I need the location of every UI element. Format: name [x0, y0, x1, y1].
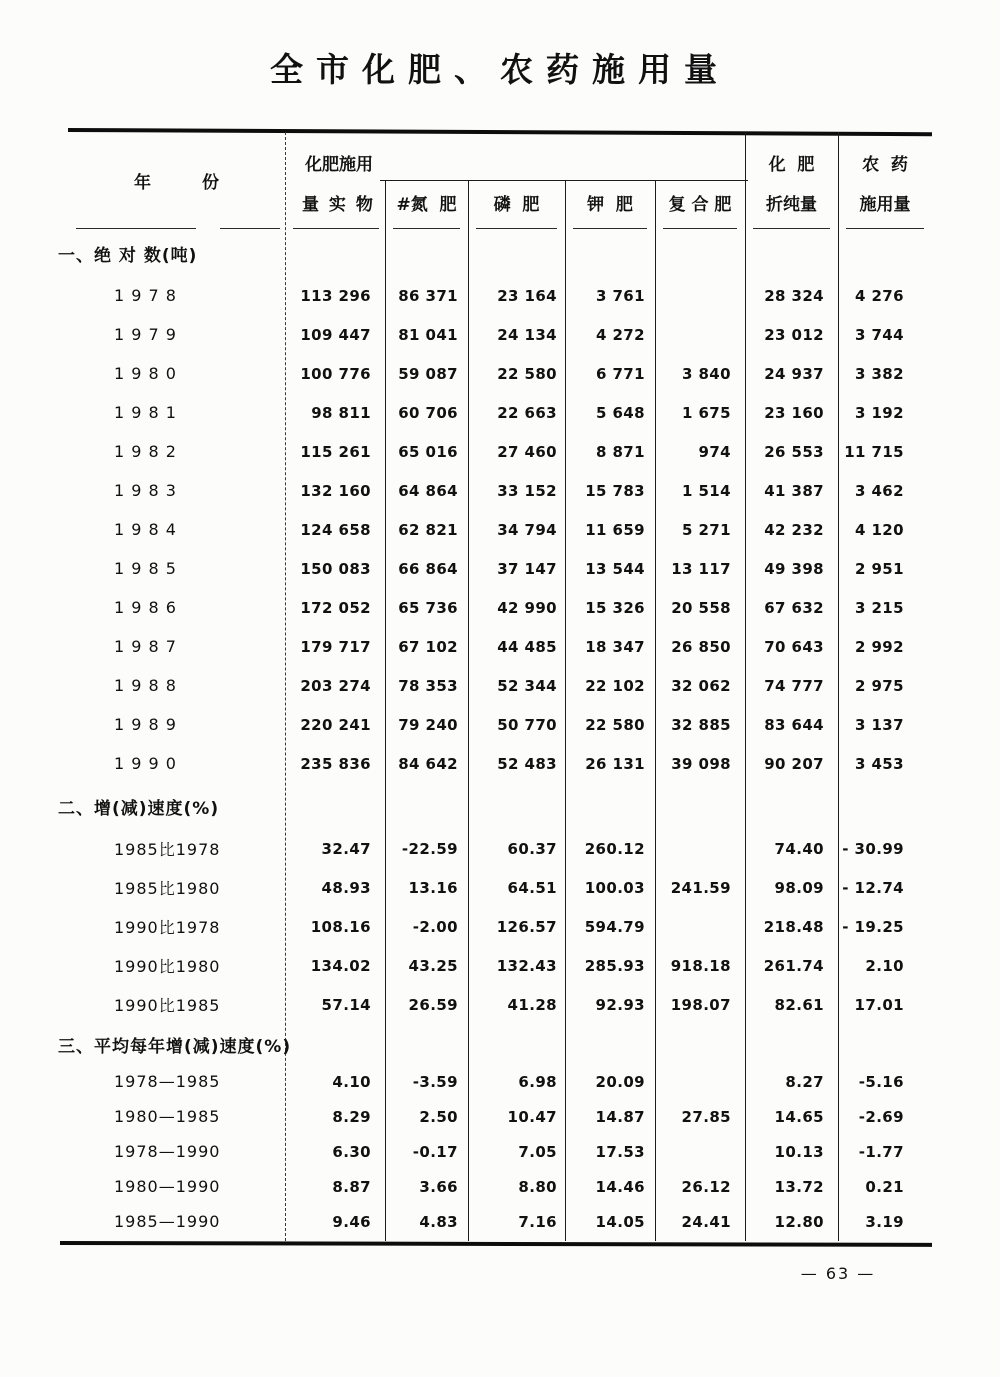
value-cell: 17.01 [854, 995, 904, 1014]
row-label: 1 9 8 2 [114, 442, 177, 461]
header-nitrogen: #氮 肥 [396, 195, 457, 215]
value-cell: 32.47 [321, 839, 371, 858]
statistics-table [58, 128, 932, 1253]
header-fertilizer-amount-line2: 量 实 物 [302, 195, 375, 215]
value-cell: 66 864 [398, 559, 458, 578]
row-label: 1985比1980 [114, 879, 221, 898]
value-cell: 0.21 [865, 1177, 904, 1196]
value-cell: 3.19 [865, 1212, 904, 1231]
value-cell: 260.12 [584, 839, 645, 858]
value-cell: 23 012 [764, 325, 824, 344]
value-cell: 98 811 [311, 403, 371, 422]
value-cell: 83 644 [764, 715, 824, 734]
value-cell: 57.14 [321, 995, 371, 1014]
value-cell: 126.57 [496, 917, 557, 936]
value-cell: 22 102 [585, 676, 645, 695]
header-pesticide-line2: 施用量 [859, 195, 911, 215]
value-cell: 41.28 [507, 995, 557, 1014]
row-label: 1985—1990 [114, 1212, 221, 1231]
value-cell: -1.77 [858, 1142, 904, 1161]
value-cell: 15 783 [585, 481, 645, 500]
header-pesticide-line1: 农 药 [862, 155, 908, 175]
value-cell: 10.47 [507, 1107, 557, 1126]
value-cell: 6 771 [596, 364, 645, 383]
row-label: 1 9 8 3 [114, 481, 177, 500]
section-heading: 一、绝 对 数(吨) [58, 245, 198, 266]
value-cell: 24 134 [497, 325, 557, 344]
value-cell: 50 770 [497, 715, 557, 734]
table-row [68, 432, 932, 471]
value-cell: 26.12 [681, 1177, 731, 1196]
header-pure-fertilizer-line2: 折纯量 [766, 195, 817, 215]
row-label: 1 9 8 6 [114, 598, 177, 617]
value-cell: 113 296 [300, 286, 371, 305]
value-cell: 33 152 [497, 481, 557, 500]
table-row [68, 1064, 932, 1099]
value-cell: 7.05 [518, 1142, 557, 1161]
table-row [68, 744, 932, 783]
value-cell: 48.93 [321, 878, 371, 897]
value-cell: 74.40 [774, 839, 824, 858]
value-cell: 84 642 [398, 754, 458, 773]
table-body [58, 230, 932, 1239]
row-label: 1 9 7 8 [114, 286, 177, 305]
value-cell: -0.17 [412, 1142, 458, 1161]
value-cell: 60 706 [398, 403, 458, 422]
value-cell: 60.37 [507, 839, 557, 858]
row-label: 1 9 8 8 [114, 676, 177, 695]
value-cell: 82.61 [774, 995, 824, 1014]
value-cell: 4.83 [419, 1212, 458, 1231]
row-label: 1990比1980 [114, 957, 221, 976]
value-cell: 8.29 [332, 1107, 371, 1126]
table-row [68, 315, 932, 354]
table-row [68, 1099, 932, 1134]
value-cell: 26 553 [764, 442, 824, 461]
value-cell: 10.13 [774, 1142, 824, 1161]
value-cell: 37 147 [497, 559, 557, 578]
value-cell: 8.27 [785, 1072, 824, 1091]
value-cell: 5 648 [596, 403, 645, 422]
value-cell: 28 324 [764, 286, 824, 305]
header-underline [753, 228, 830, 229]
value-cell: 203 274 [300, 676, 371, 695]
value-cell: 109 447 [300, 325, 371, 344]
table-row [68, 471, 932, 510]
value-cell: 24 937 [764, 364, 824, 383]
value-cell: 81 041 [398, 325, 458, 344]
value-cell: -2.69 [858, 1107, 904, 1126]
header-underline [846, 228, 924, 229]
table-row [68, 549, 932, 588]
header-underline [220, 228, 280, 229]
value-cell: 32 062 [671, 676, 731, 695]
table-row [68, 868, 932, 907]
value-cell: 3.66 [419, 1177, 458, 1196]
row-label: 1 9 8 1 [114, 403, 177, 422]
value-cell: 261.74 [763, 956, 824, 975]
value-cell: 14.46 [595, 1177, 645, 1196]
value-cell: 41 387 [764, 481, 824, 500]
value-cell: 285.93 [584, 956, 645, 975]
value-cell: 132.43 [496, 956, 557, 975]
value-cell: 2 975 [855, 676, 904, 695]
value-cell: 64.51 [507, 878, 557, 897]
value-cell: 67 632 [764, 598, 824, 617]
table-row [68, 627, 932, 666]
row-label: 1978—1990 [114, 1142, 221, 1161]
row-label: 1 9 8 4 [114, 520, 177, 539]
value-cell: 15 326 [585, 598, 645, 617]
value-cell: - 30.99 [842, 839, 904, 858]
value-cell: 14.87 [595, 1107, 645, 1126]
value-cell: 39 098 [671, 754, 731, 773]
row-label: 1 9 8 5 [114, 559, 177, 578]
table-row [68, 907, 932, 946]
value-cell: 3 215 [855, 598, 904, 617]
header-fertilizer-amount-line1: 化肥施用 [305, 155, 373, 175]
value-cell: 2 992 [855, 637, 904, 656]
value-cell: 218.48 [763, 917, 824, 936]
value-cell: 27 460 [497, 442, 557, 461]
row-label: 1 9 8 9 [114, 715, 177, 734]
value-cell: 32 885 [671, 715, 731, 734]
value-cell: 3 462 [855, 481, 904, 500]
value-cell: 150 083 [300, 559, 371, 578]
value-cell: 6.30 [332, 1142, 371, 1161]
value-cell: 79 240 [398, 715, 458, 734]
value-cell: 100.03 [584, 878, 645, 897]
value-cell: -3.59 [412, 1072, 458, 1091]
value-cell: 14.05 [595, 1212, 645, 1231]
value-cell: 23 160 [764, 403, 824, 422]
value-cell: 108.16 [310, 917, 371, 936]
value-cell: 44 485 [497, 637, 557, 656]
value-cell: 27.85 [681, 1107, 731, 1126]
value-cell: 220 241 [300, 715, 371, 734]
row-label: 1980—1985 [114, 1107, 221, 1126]
value-cell: 14.65 [774, 1107, 824, 1126]
value-cell: 594.79 [584, 917, 645, 936]
header-compound: 复 合 肥 [668, 195, 732, 215]
value-cell: 20 558 [671, 598, 731, 617]
value-cell: 86 371 [398, 286, 458, 305]
value-cell: 8.87 [332, 1177, 371, 1196]
header-potassium: 钾 肥 [587, 195, 633, 215]
value-cell: 235 836 [300, 754, 371, 773]
table-row [68, 510, 932, 549]
value-cell: 24.41 [681, 1212, 731, 1231]
section-heading: 三、平均每年增(减)速度(%) [58, 1036, 292, 1057]
table-row [68, 588, 932, 627]
header-underline [476, 228, 557, 229]
value-cell: 26 131 [585, 754, 645, 773]
value-cell: 13.16 [408, 878, 458, 897]
value-cell: 20.09 [595, 1072, 645, 1091]
table-row [68, 985, 932, 1024]
table-row [68, 1204, 932, 1239]
section-heading: 二、增(减)速度(%) [58, 798, 220, 819]
value-cell: 78 353 [398, 676, 458, 695]
value-cell: 4.10 [332, 1072, 371, 1091]
value-cell: 3 744 [855, 325, 904, 344]
value-cell: 23 164 [497, 286, 557, 305]
value-cell: 115 261 [300, 442, 371, 461]
row-label: 1990比1985 [114, 996, 221, 1015]
table-row [68, 393, 932, 432]
value-cell: 3 840 [682, 364, 731, 383]
table-row [68, 829, 932, 868]
value-cell: 1 514 [682, 481, 731, 500]
value-cell: - 19.25 [842, 917, 904, 936]
value-cell: 3 137 [855, 715, 904, 734]
value-cell: 13 117 [671, 559, 731, 578]
header-pure-fertilizer-line1: 化 肥 [768, 155, 815, 175]
value-cell: 65 736 [398, 598, 458, 617]
value-cell: 2.10 [865, 956, 904, 975]
value-cell: 22 580 [497, 364, 557, 383]
header-underline [663, 228, 737, 229]
value-cell: 11 659 [585, 520, 645, 539]
header-underline [76, 228, 196, 229]
value-cell: 42 232 [764, 520, 824, 539]
value-cell: 52 344 [497, 676, 557, 695]
row-label: 1 9 8 7 [114, 637, 177, 656]
value-cell: 7.16 [518, 1212, 557, 1231]
value-cell: 1 675 [682, 403, 731, 422]
value-cell: 8.80 [518, 1177, 557, 1196]
value-cell: - 12.74 [842, 878, 904, 897]
row-label: 1 9 9 0 [114, 754, 177, 773]
header-underline [393, 228, 460, 229]
value-cell: 64 864 [398, 481, 458, 500]
value-cell: 8 871 [596, 442, 645, 461]
value-cell: 4 120 [855, 520, 904, 539]
value-cell: 5 271 [682, 520, 731, 539]
value-cell: 43.25 [408, 956, 458, 975]
value-cell: 49 398 [764, 559, 824, 578]
value-cell: 13.72 [774, 1177, 824, 1196]
value-cell: 9.46 [332, 1212, 371, 1231]
page-number: — 63 — [800, 1264, 876, 1283]
value-cell: 98.09 [774, 878, 824, 897]
header-year: 年 份 [134, 173, 219, 193]
value-cell: 3 761 [596, 286, 645, 305]
value-cell: 974 [698, 442, 731, 461]
value-cell: 13 544 [585, 559, 645, 578]
header-underline [293, 228, 379, 229]
row-label: 1985比1978 [114, 840, 221, 859]
header-underline [573, 228, 647, 229]
table-row [68, 946, 932, 985]
value-cell: 100 776 [300, 364, 371, 383]
value-cell: 179 717 [300, 637, 371, 656]
table-row [68, 276, 932, 315]
value-cell: 918.18 [670, 956, 731, 975]
row-label: 1 9 7 9 [114, 325, 177, 344]
value-cell: 3 453 [855, 754, 904, 773]
table-bottom-rule [60, 1241, 932, 1247]
value-cell: 124 658 [300, 520, 371, 539]
value-cell: 59 087 [398, 364, 458, 383]
value-cell: 52 483 [497, 754, 557, 773]
value-cell: -2.00 [412, 917, 458, 936]
value-cell: 2 951 [855, 559, 904, 578]
value-cell: 70 643 [764, 637, 824, 656]
value-cell: 90 207 [764, 754, 824, 773]
value-cell: 241.59 [670, 878, 731, 897]
row-label: 1980—1990 [114, 1177, 221, 1196]
value-cell: 18 347 [585, 637, 645, 656]
value-cell: 4 272 [596, 325, 645, 344]
value-cell: 4 276 [855, 286, 904, 305]
value-cell: 3 192 [855, 403, 904, 422]
row-label: 1 9 8 0 [114, 364, 177, 383]
header-phosphate: 磷 肥 [493, 195, 540, 215]
value-cell: 134.02 [310, 956, 371, 975]
row-label: 1978—1985 [114, 1072, 221, 1091]
value-cell: 12.80 [774, 1212, 824, 1231]
table-row [68, 1169, 932, 1204]
value-cell: 17.53 [595, 1142, 645, 1161]
value-cell: -5.16 [858, 1072, 904, 1091]
value-cell: 2.50 [419, 1107, 458, 1126]
value-cell: 132 160 [300, 481, 371, 500]
row-label: 1990比1978 [114, 918, 221, 937]
value-cell: 22 663 [497, 403, 557, 422]
value-cell: 74 777 [764, 676, 824, 695]
value-cell: -22.59 [401, 839, 458, 858]
value-cell: 172 052 [300, 598, 371, 617]
value-cell: 65 016 [398, 442, 458, 461]
value-cell: 42 990 [497, 598, 557, 617]
page-title: 全市化肥、农药施用量 [270, 50, 730, 89]
table-top-rule [68, 128, 932, 136]
table-row [68, 705, 932, 744]
value-cell: 34 794 [497, 520, 557, 539]
value-cell: 22 580 [585, 715, 645, 734]
value-cell: 67 102 [398, 637, 458, 656]
table-row [68, 666, 932, 705]
value-cell: 11 715 [844, 442, 904, 461]
value-cell: 3 382 [855, 364, 904, 383]
table-row [68, 1134, 932, 1169]
value-cell: 6.98 [518, 1072, 557, 1091]
group-header-underline [380, 180, 748, 181]
table-row [68, 354, 932, 393]
value-cell: 26.59 [408, 995, 458, 1014]
value-cell: 198.07 [670, 995, 731, 1014]
value-cell: 26 850 [671, 637, 731, 656]
value-cell: 92.93 [595, 995, 645, 1014]
value-cell: 62 821 [398, 520, 458, 539]
